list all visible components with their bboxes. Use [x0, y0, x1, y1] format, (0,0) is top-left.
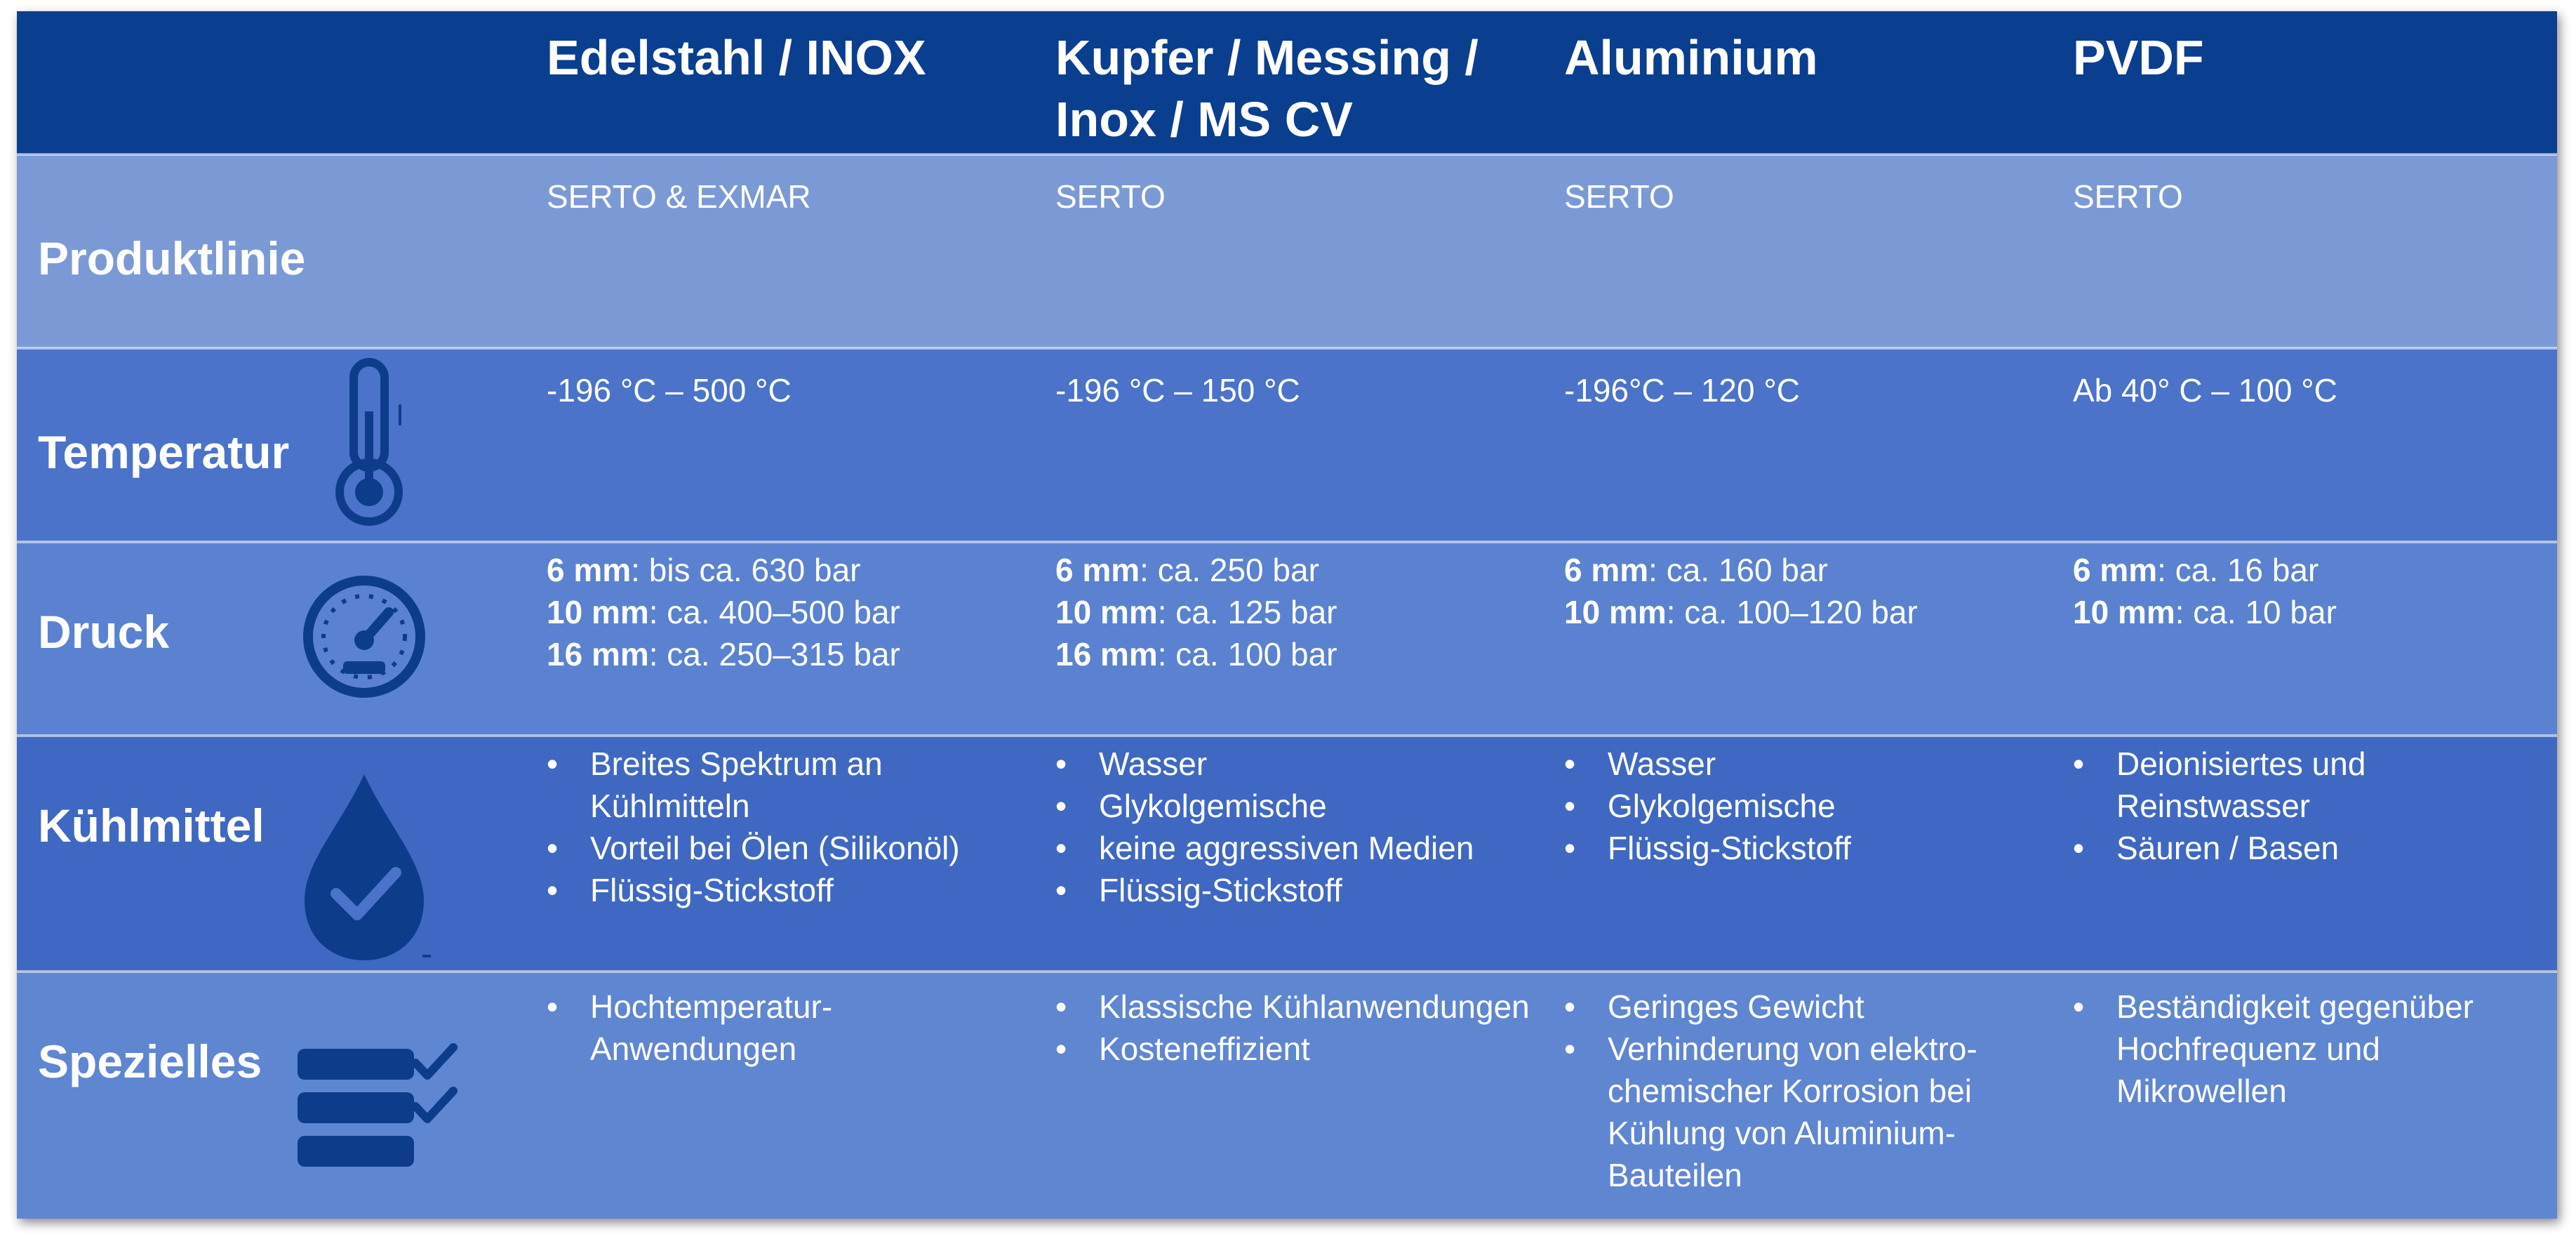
list-item: • Flüssig-Stickstoff [547, 869, 1024, 911]
cell-temperatur-3: Ab 40° C – 100 °C [2073, 372, 2337, 409]
cell-produktlinie-0: SERTO & EXMAR [547, 178, 811, 215]
row-kuehlmittel [17, 736, 2557, 972]
row-druck [17, 542, 2557, 736]
list-item: • Hochtemperatur-Anwendungen [547, 986, 1024, 1070]
cell-spezielles-3 [2073, 986, 2550, 1112]
druck-line: 10 mm: ca. 10 bar [2073, 594, 2337, 630]
cell-spezielles-1 [1055, 986, 1533, 1070]
list-item: • Flüssig-Stickstoff [1564, 827, 2041, 869]
cell-druck-0 [547, 549, 1024, 675]
druck-line: 10 mm: ca. 400–500 bar [547, 594, 900, 630]
cell-druck-3 [2073, 549, 2550, 633]
row-produktlinie [17, 154, 2557, 348]
row-divider [17, 734, 2557, 737]
list-item: • Flüssig-Stickstoff [1055, 869, 1533, 911]
druck-line: 16 mm: ca. 250–315 bar [547, 636, 900, 672]
row-divider [17, 347, 2557, 350]
cell-kuehlmittel-1 [1055, 743, 1533, 911]
list-item: • Beständigkeit gegenüber Hochfrequenz und Mikrowellen [2073, 986, 2550, 1112]
list-item: • keine aggressiven Medien [1055, 827, 1533, 869]
header-kupfer: Kupfer / Messing / Inox / MS CV [1055, 30, 1479, 147]
header-edelstahl: Edelstahl / INOX [547, 30, 926, 85]
druck-line: 10 mm: ca. 100–120 bar [1564, 594, 1918, 630]
cell-druck-2 [1564, 549, 2041, 633]
header-row [17, 11, 2557, 154]
druck-line: 6 mm: ca. 250 bar [1055, 552, 1319, 588]
thermometer-icon [326, 355, 417, 531]
row-temperatur [17, 348, 2557, 542]
list-item: • Glykolgemische [1564, 785, 2041, 827]
druck-line: 6 mm: ca. 160 bar [1564, 552, 1828, 588]
list-item: • Säuren / Basen [2073, 827, 2550, 869]
druck-line: 6 mm: bis ca. 630 bar [547, 552, 861, 588]
header-pvdf: PVDF [2073, 30, 2204, 85]
cell-produktlinie-1: SERTO [1055, 178, 1166, 215]
cell-kuehlmittel-3 [2073, 743, 2550, 869]
row-label-kuehlmittel: Kühlmittel [38, 800, 265, 852]
row-spezielles [17, 972, 2557, 1219]
row-label-produktlinie: Produktlinie [38, 232, 306, 284]
list-item: • Klassische Kühlanwendungen [1055, 986, 1533, 1028]
row-divider [17, 541, 2557, 543]
row-divider [17, 970, 2557, 973]
cell-temperatur-1: -196 °C – 150 °C [1055, 372, 1300, 409]
cell-kuehlmittel-0 [547, 743, 1024, 911]
cell-spezielles-2 [1564, 986, 2041, 1196]
header-aluminium: Aluminium [1564, 30, 1818, 85]
list-item: • Kosteneffizient [1055, 1028, 1533, 1070]
row-label-druck: Druck [38, 606, 170, 658]
drop-check-icon [298, 771, 438, 967]
cell-kuehlmittel-2 [1564, 743, 2041, 869]
row-label-spezielles: Spezielles [38, 1035, 262, 1087]
list-item: • Verhinderung von elektro-chemischer Korrosion bei Kühlung von Aluminium-Bauteilen [1564, 1028, 2041, 1196]
list-item: • Glykolgemische [1055, 785, 1533, 827]
list-item: • Wasser [1055, 743, 1533, 785]
druck-line: 16 mm: ca. 100 bar [1055, 636, 1337, 672]
cell-temperatur-0: -196 °C – 500 °C [547, 372, 792, 409]
list-item: • Deionisiertes und Reinstwasser [2073, 743, 2550, 827]
gauge-icon [298, 570, 431, 703]
row-divider [17, 153, 2557, 156]
checklist-icon [276, 1042, 466, 1175]
cell-produktlinie-3: SERTO [2073, 178, 2183, 215]
druck-line: 10 mm: ca. 125 bar [1055, 594, 1337, 630]
druck-line: 6 mm: ca. 16 bar [2073, 552, 2319, 588]
list-item: • Geringes Gewicht [1564, 986, 2041, 1028]
cell-produktlinie-2: SERTO [1564, 178, 1674, 215]
row-label-temperatur: Temperatur [38, 426, 290, 478]
list-item: • Wasser [1564, 743, 2041, 785]
comparison-table [17, 11, 2557, 1219]
list-item: • Breites Spektrum an Kühlmitteln [547, 743, 1024, 827]
cell-temperatur-2: -196°C – 120 °C [1564, 372, 1800, 409]
cell-spezielles-0 [547, 986, 1024, 1070]
list-item: • Vorteil bei Ölen (Silikonöl) [547, 827, 1024, 869]
cell-druck-1 [1055, 549, 1533, 675]
